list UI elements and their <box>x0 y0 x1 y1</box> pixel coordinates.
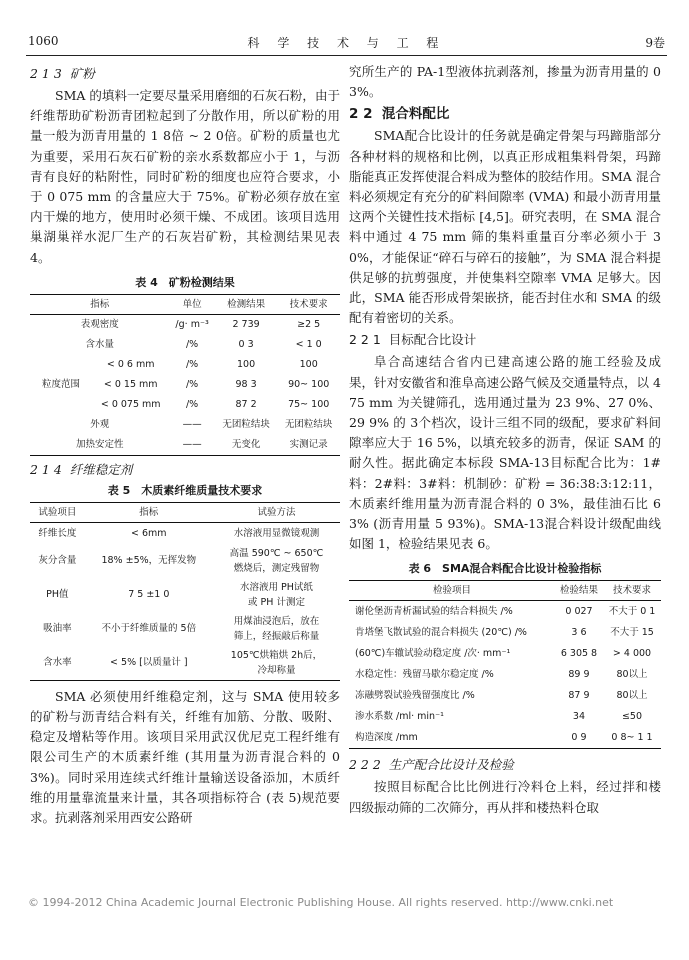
table-header-cell: 技术要求 <box>603 581 661 601</box>
table-cell: 89 9 <box>568 669 590 681</box>
table-4-caption: 表 4 矿粉检测结果 <box>135 275 235 289</box>
table-group-cell: 粒度范围 <box>41 379 80 391</box>
paragraph-mineral-powder: SMA 的填料一定要尽量采用磨细的石灰石粉，由于纤维帮助矿粉沥青团粒起到了分散作用，所以矿粉的用量一般为沥青用量的 1 8倍 ~ 2 0倍。矿粉的质量也尤为重要，采用石灰石矿粉的亲水系数都应小于 1，与沥青有良好的粘附性，同时矿粉的细度也应符合要求，小于 0 075 mm 的含量应大于 75%。矿粉必须存放在室内干燥的地方，使用时必须干燥、不成团。该项目选用巢湖巢祥水泥厂生产的石灰岩矿粉，其检测结果见表 4。 <box>30 88 340 265</box>
header-rule <box>26 55 667 56</box>
table-cell: < 6mm <box>131 527 167 539</box>
section-heading-2-1-4 <box>30 460 340 480</box>
table-cell: < 0 15 mm <box>103 379 158 391</box>
section-title: 目标配合比设计 <box>388 332 477 348</box>
method-line: 105℃烘箱烘 2h后， <box>230 649 323 661</box>
section-title: 混合料配比 <box>381 106 450 123</box>
table-cell: 无团粒结块 <box>222 419 270 431</box>
table-header-cell: 单位 <box>169 294 214 314</box>
method-line: 筛上，经振敲后称量 <box>233 630 320 642</box>
section-heading-2-1-3 <box>30 64 340 84</box>
table-header-row <box>30 294 340 314</box>
table-cell: 75~ 100 <box>288 399 330 411</box>
table-6-caption: 表 6 SMA混合料配合比设计检验指标 <box>408 562 602 576</box>
table-5-caption: 表 5 木质素纤维质量技术要求 <box>107 483 263 497</box>
table-cell: (60℃)车辙试验动稳定度 /次· mm⁻¹ <box>355 648 511 660</box>
table-header-row <box>349 581 661 601</box>
table-cell: 18% ±5%，无挥发物 <box>101 555 197 567</box>
table-cell <box>213 522 340 544</box>
table-cell: /% <box>185 379 199 391</box>
table-cell: 灰分含量 <box>38 555 77 567</box>
table-header-cell: 检验项目 <box>349 581 555 601</box>
table-cell: 加热安定性 <box>30 435 169 456</box>
table-cell: 90~ 100 <box>288 379 330 391</box>
section-number: 2 2 2 <box>349 757 381 773</box>
section-number: 2 1 4 <box>30 461 62 477</box>
section-heading-2-2-2 <box>349 755 661 775</box>
paragraph-continued: 究所生产的 PA-1型液体抗剥落剂，掺量为沥青用量的 0 3%。 <box>349 64 661 100</box>
section-title: 纤维稳定剂 <box>69 461 133 477</box>
table-row <box>30 612 340 646</box>
table-cell: 87 9 <box>568 690 590 702</box>
table-cell: 100 <box>237 359 256 371</box>
table-cell <box>213 612 340 646</box>
section-title: 矿粉 <box>69 66 95 81</box>
table-header-cell: 检测结果 <box>215 294 278 314</box>
table-cell: < 1 0 <box>295 339 322 351</box>
table-row <box>30 335 340 355</box>
table-cell <box>213 646 340 681</box>
table-row <box>30 435 340 456</box>
table-cell: ≥2 5 <box>297 319 321 331</box>
table-cell: 无团粒结块 <box>284 419 333 431</box>
table-4 <box>30 294 340 456</box>
table-cell: 不大于 15 <box>610 627 654 639</box>
volume-label: 9卷 <box>645 36 665 50</box>
section-number: 2 2 <box>349 106 373 123</box>
table-cell: > 4 000 <box>612 648 652 660</box>
table-cell <box>213 544 340 578</box>
table-row <box>30 578 340 612</box>
table-cell: < 0 6 mm <box>106 359 155 371</box>
table-cell: 含水量 <box>85 339 114 351</box>
table-cell: 实测记录 <box>277 435 340 456</box>
table-cell: < 0 075 mm <box>100 399 161 411</box>
table-cell: 100 <box>299 359 318 371</box>
table-cell: 3 6 <box>571 627 587 639</box>
table-cell: ≤50 <box>621 711 643 723</box>
table-header-cell: 检验结果 <box>555 581 603 601</box>
copyright-footer: © 1994-2012 China Academic Journal Electronic Publishing House. All rights reserved. http://www.cnki.net <box>28 896 614 909</box>
table-cell: 80以上 <box>616 669 648 681</box>
section-number: 2 1 3 <box>30 66 62 81</box>
table-cell: 表观密度 <box>80 319 119 331</box>
table-cell: 谢伦堡沥青析漏试验的结合料损失 /% <box>355 606 513 618</box>
method-line: 高温 590℃ ~ 650℃ <box>229 547 324 559</box>
table-cell: /% <box>185 359 199 371</box>
table-cell: 含水率 <box>30 646 85 681</box>
table-row <box>349 727 661 749</box>
table-row <box>349 622 661 643</box>
section-number: 2 2 1 <box>349 332 381 348</box>
table-header-cell: 指标 <box>30 294 169 314</box>
table-cell: 外观 <box>90 419 110 431</box>
method-line: 用煤油浸泡后，放在 <box>233 615 320 627</box>
table-row <box>349 685 661 706</box>
table-cell: 0 027 <box>565 606 593 618</box>
table-cell: < 5% [以质量计 ] <box>85 646 213 681</box>
table-cell: 构造深度 /mm <box>349 727 555 749</box>
table-cell: —— <box>169 435 214 456</box>
table-6 <box>349 580 661 749</box>
paragraph-mix-ratio: SMA配合比设计的任务就是确定骨架与玛蹄脂部分各种材料的规格和比例，以真正形成粗集料骨架，玛蹄脂能真正发挥使混合料成为整体的胶结作用。SMA 混合料必须规定有充分的矿料间隙率 (VMA) 和最小沥青用量这两个关键性技术指标 [4,5]。研究表明，在 SMA 混合料中通过 4 75 mm 筛的集料重量百分率必须小于 30%，才能保证“碎石与碎石的接触”，为 SMA 混合料提供足够的抗剪强度，并使集料空隙率 VMA 足够大。因此，SMA 能否形成骨架嵌挤，能否封住水和 SMA 的级配有着密切的关系。 <box>349 128 661 326</box>
table-cell: 纤维长度 <box>38 527 77 539</box>
table-cell: 不小于纤维质量的 5倍 <box>101 623 197 635</box>
table-row <box>30 314 340 335</box>
table-cell: 吸油率 <box>43 623 72 635</box>
table-cell: 80以上 <box>616 690 648 702</box>
table-cell: 0 9 <box>555 727 603 749</box>
table-row <box>349 643 661 664</box>
paragraph-fiber-stabilizer: SMA 必须使用纤维稳定剂，这与 SMA 使用较多的矿粉与沥青结合料有关，纤维有加筋、分散、吸附、稳定及增粘等作用。该项目采用武汉优尼克工程纤维有限公司生产的木质素纤维 (其用量为沥青混合料的 0 3%)。同时采用连续式纤维计量输送设备添加，木质纤维的用量靠流量来计量，其各项指标符合 (表 5)规范要求。抗剥落剂采用西安公路研 <box>30 688 340 826</box>
running-header <box>28 34 665 54</box>
right-column <box>349 62 661 818</box>
table-cell: /g· m⁻³ <box>175 319 209 331</box>
table-row <box>30 646 340 681</box>
table-row <box>30 544 340 578</box>
table-cell: 98 3 <box>235 379 257 391</box>
table-row <box>30 355 340 375</box>
paragraph-target-mix: 阜合高速结合省内已建高速公路的施工经验及成果，针对安徽省和淮阜高速公路气候及交通量特点，以 4 75 mm 为关键筛孔，选用通过量为 23 9%、27 0%、29 9% 的 3个档次，设计三组不同的级配，要求矿料间隙率应大于 16 5%，以填充较多的沥青，保证 SAM 的耐久性。据此确定本标段 SMA-13目标配合比为：1#料：2#料：3#料：机制砂：矿粉 = 36:38:3:12:11，木质素纤维用量为沥青混合料的 0 3%，最佳油石比 6 3% (沥青用量 5 93%)。SMA-13混合料设计级配曲线如图 1，检验结果见表 6。 <box>349 354 661 552</box>
table-cell: 34 <box>572 711 586 723</box>
method-line: 冷却称量 <box>257 664 296 676</box>
method-line: 燃烧后，测定残留物 <box>233 562 320 574</box>
table-cell: 2 739 <box>232 319 260 331</box>
table-row <box>30 415 340 435</box>
table-header-cell: 试验方法 <box>213 502 340 522</box>
table-cell: 不大于 0 1 <box>608 606 656 618</box>
table-cell: PH值 <box>46 589 69 601</box>
table-header-row <box>30 502 340 522</box>
table-row <box>30 522 340 544</box>
page-number: 1060 <box>28 34 59 48</box>
table-cell: /% <box>185 339 199 351</box>
section-title: 生产配合比设计及检验 <box>388 757 514 773</box>
table-row <box>349 601 661 623</box>
table-row <box>349 706 661 727</box>
journal-title: 科 学 技 术 与 工 程 <box>247 36 446 50</box>
method-line: 水溶液用 PH试纸 <box>240 581 313 593</box>
table-cell: 6 305 8 <box>560 648 598 660</box>
table-row <box>349 664 661 685</box>
table-cell <box>213 578 340 612</box>
section-heading-2-2 <box>349 104 661 124</box>
table-cell: 渗水系数 /ml· min⁻¹ <box>355 711 444 723</box>
table-cell: 87 2 <box>235 399 257 411</box>
table-cell: 7 5 ±1 0 <box>128 589 170 601</box>
table-cell: 水稳定性：残留马歇尔稳定度 /% <box>355 669 494 681</box>
method-line: 水溶液用显微镜观测 <box>233 527 320 539</box>
section-heading-2-2-1 <box>349 330 661 350</box>
method-line: 或 PH 计测定 <box>248 596 305 608</box>
table-header-cell: 技术要求 <box>277 294 340 314</box>
table-cell: —— <box>182 419 202 431</box>
table-cell: 无变化 <box>215 435 278 456</box>
table-cell: 肯塔堡飞散试验的混合料损失 (20℃) /% <box>355 627 527 639</box>
table-5 <box>30 502 340 681</box>
table-header-cell: 试验项目 <box>30 502 85 522</box>
table-header-cell: 指标 <box>85 502 213 522</box>
table-cell: 0 3 <box>238 339 254 351</box>
paragraph-production-mix: 按照目标配合比比例进行冷料仓上料，经过拌和楼四级振动筛的二次筛分，再从拌和楼热料仓取 <box>349 779 661 815</box>
table-cell: /% <box>185 399 199 411</box>
table-cell: 冻融劈裂试验残留强度比 /% <box>355 690 475 702</box>
table-cell: 0 8~ 1 1 <box>603 727 661 749</box>
left-column <box>30 62 340 828</box>
